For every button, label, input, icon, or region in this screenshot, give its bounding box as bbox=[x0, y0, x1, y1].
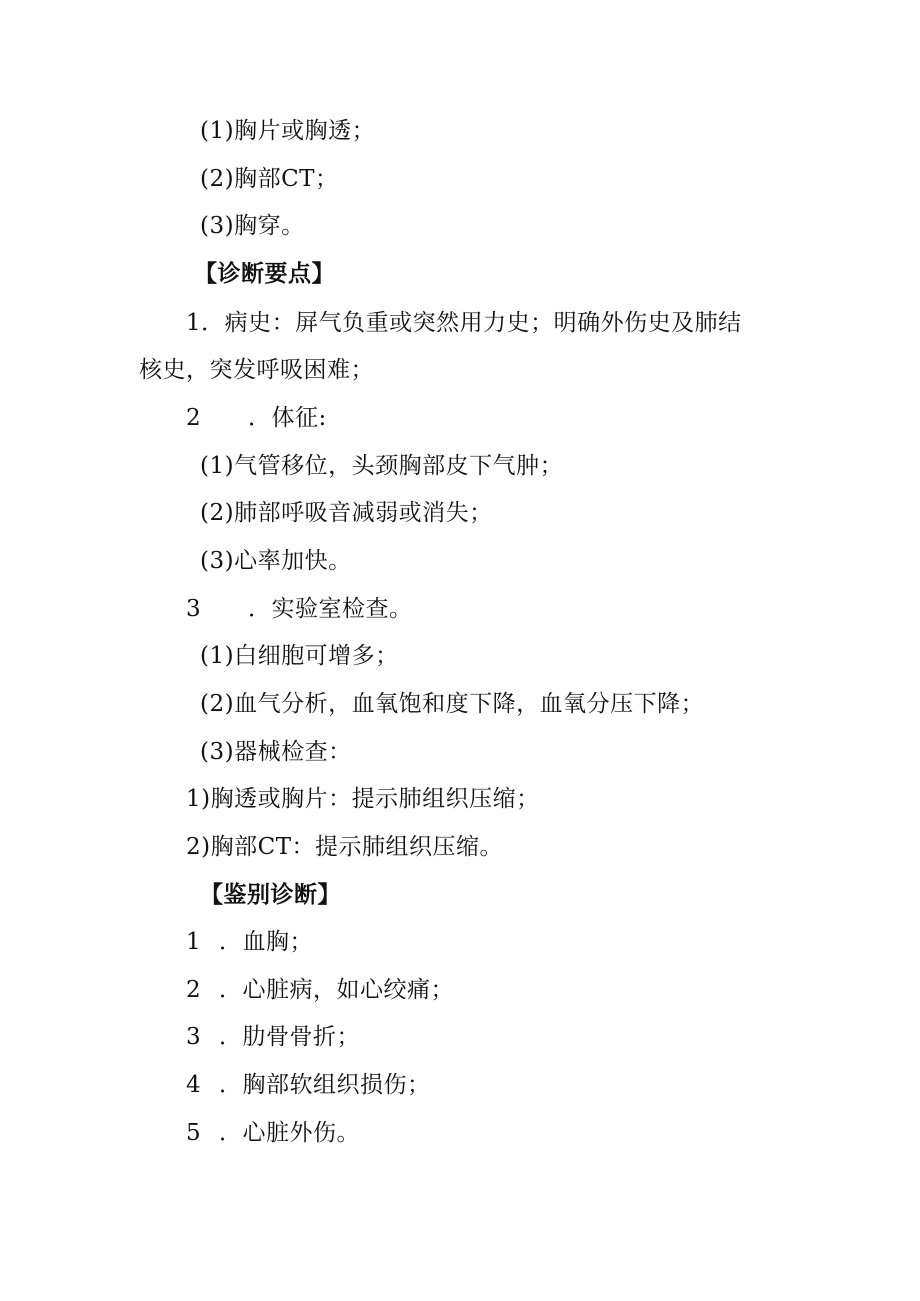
differential-text: ．心脏外伤。 bbox=[219, 1120, 360, 1146]
differential-number: 3 bbox=[186, 1024, 202, 1050]
signs-item-2: (2)肺部呼吸音减弱或消失； bbox=[200, 500, 493, 526]
differential-text: ．胸部软组织损伤； bbox=[219, 1072, 431, 1098]
differential-item bbox=[186, 1069, 431, 1101]
differential-item bbox=[186, 1117, 360, 1149]
signs-number: 2 bbox=[186, 405, 202, 431]
differential-item bbox=[186, 974, 454, 1006]
differential-number: 5 bbox=[186, 1120, 202, 1146]
signs-heading bbox=[186, 402, 327, 434]
differential-text: ．肋骨骨折； bbox=[219, 1024, 360, 1050]
differential-text: ．心脏病，如心绞痛； bbox=[219, 977, 454, 1003]
lab-sub-item-1: 1)胸透或胸片：提示肺组织压缩； bbox=[186, 786, 540, 812]
lab-item-3: (3)器械检查： bbox=[200, 739, 352, 765]
signs-item-3: (3)心率加快。 bbox=[200, 548, 352, 574]
lab-label: ．实验室检查。 bbox=[248, 596, 413, 622]
exam-item-thoracentesis: (3)胸穿。 bbox=[200, 213, 305, 239]
differential-item bbox=[186, 1021, 360, 1053]
differential-number: 1 bbox=[186, 929, 202, 955]
differential-number: 4 bbox=[186, 1072, 202, 1098]
signs-item-1: (1)气管移位，头颈胸部皮下气肿； bbox=[200, 453, 564, 479]
lab-heading bbox=[186, 593, 413, 625]
history-line-1: 1．病史：屏气负重或突然用力史；明确外伤史及肺结 bbox=[186, 310, 742, 336]
signs-label: ．体征: bbox=[248, 405, 327, 431]
history-line-2: 核史，突发呼吸困难； bbox=[139, 357, 374, 383]
exam-item-chest-xray: (1)胸片或胸透； bbox=[200, 118, 376, 144]
diagnosis-heading: 【诊断要点】 bbox=[194, 261, 335, 287]
differential-heading: 【鉴别诊断】 bbox=[200, 882, 341, 908]
lab-item-2: (2)血气分析，血氧饱和度下降，血氧分压下降； bbox=[200, 691, 705, 717]
differential-item bbox=[186, 926, 313, 958]
lab-number: 3 bbox=[186, 596, 202, 622]
differential-text: ．血胸； bbox=[219, 929, 313, 955]
lab-sub-item-2: 2)胸部CT：提示肺组织压缩。 bbox=[186, 834, 504, 860]
exam-item-chest-ct: (2)胸部CT； bbox=[200, 166, 339, 192]
lab-item-1: (1)白细胞可增多； bbox=[200, 643, 399, 669]
differential-number: 2 bbox=[186, 977, 202, 1003]
